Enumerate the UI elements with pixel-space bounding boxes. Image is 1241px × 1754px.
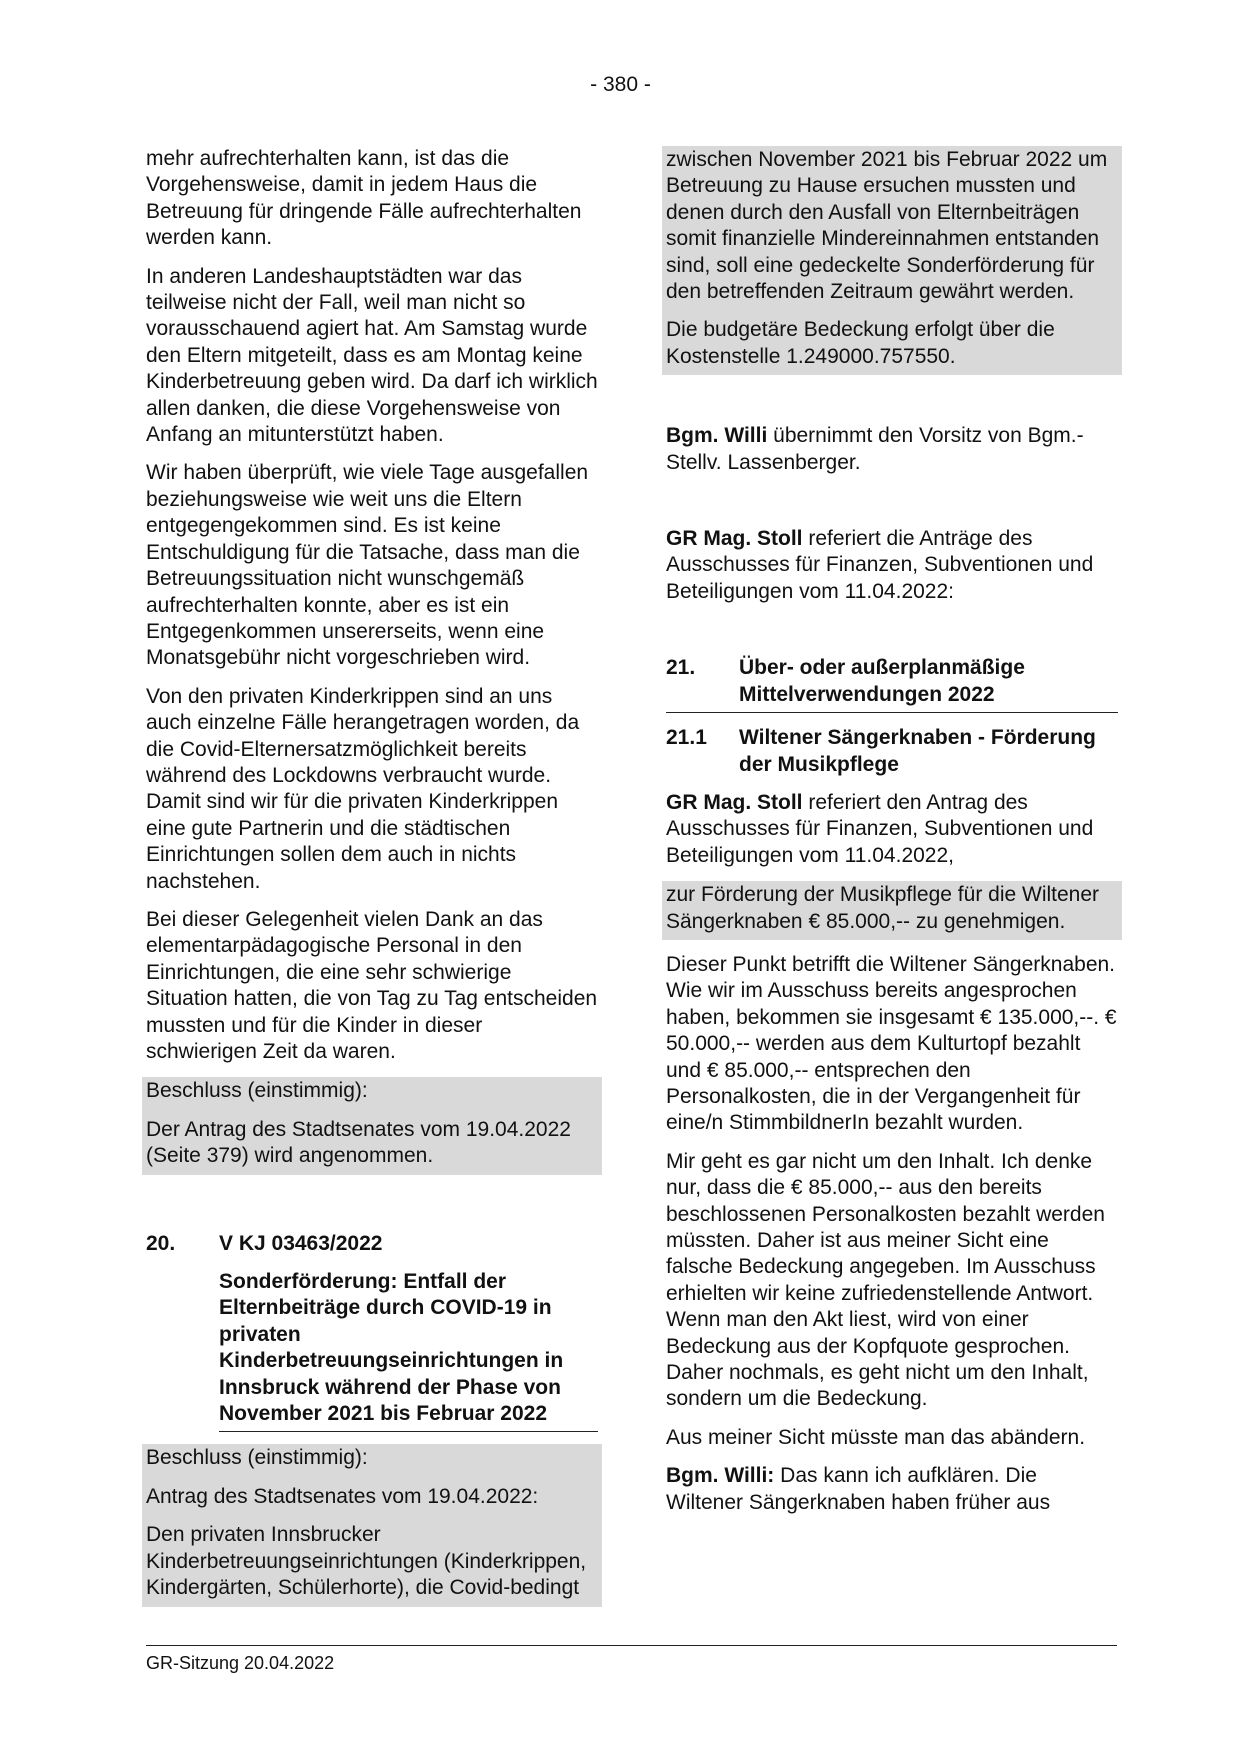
- resolution-label: Beschluss (einstimmig):: [146, 1446, 368, 1470]
- speaker-text: referiert den Antrag des Ausschusses für Finanzen, Subventionen und Beteiligungen vom 11.04.2022,: [666, 790, 1094, 867]
- speaker-name: Bgm. Willi:: [666, 1464, 775, 1488]
- resolution-text: Der Antrag des Stadtsenates vom 19.04.2022 (Seite 379) wird angenommen.: [146, 1117, 571, 1168]
- footer: GR-Sitzung 20.04.2022: [146, 1653, 335, 1673]
- paragraph: Von den privaten Kinderkrippen sind an uns auch einzelne Fälle herangetragen worden, da die Covid-Elternersatzmöglichkeit bereits während des Lockdowns verbraucht wurde. Damit sind wir für die privaten Kinderkrippen eine gute Partnerin und die städtischen Einrichtungen sollen dem auch in nichts nachstehen.: [146, 684, 580, 893]
- speaker-text: referiert die Anträge des Ausschusses für Finanzen, Subventionen und Beteiligungen vom 11.04.2022:: [666, 527, 1094, 603]
- resolution-label: Beschluss (einstimmig):: [146, 1079, 368, 1103]
- speaker-text: übernimmt den Vorsitz von Bgm.-Stellv. Lassenberger.: [666, 424, 1084, 474]
- paragraph: mehr aufrechterhalten kann, ist das die Vorgehensweise, damit in jedem Haus die Betreuung für dringende Fälle aufrechterhalten werden kann.: [146, 147, 582, 250]
- agenda-title: Sonderförderung: Entfall der Elternbeiträge durch COVID-19 in privaten Kinderbetreuungseinrichtungen in Innsbruck während der Phase von November 2021 bis Februar 2022: [219, 1269, 598, 1432]
- right-column: [666, 146, 1118, 1528]
- page-number: - 380 -: [590, 73, 651, 96]
- resolution-box: [142, 1077, 602, 1174]
- motion-box: [662, 881, 1122, 940]
- footer-divider: [146, 1645, 1117, 1646]
- agenda-title: Über- oder außerplanmäßige Mittelverwendungen 2022: [739, 656, 1025, 706]
- paragraph: Wir haben überprüft, wie viele Tage ausgefallen beziehungsweise wie weit uns die Eltern entgegengekommen sind. Es ist keine Entschuldigung für die Tatsache, dass man die Betreuungssituation nicht wunschgemäß aufrechterhalten konnte, aber es ist ein Entgegenkommen unsererseits, wenn eine Monatsgebühr nicht vorgeschrieben wird.: [146, 461, 589, 670]
- report-intro: [666, 790, 1118, 869]
- paragraph: Mir geht es gar nicht um den Inhalt. Ich denke nur, dass die € 85.000,-- aus den bereits beschlossenen Personalkosten bezahlt werden müssten. Daher ist aus meiner Sicht eine falsche Bedeckung angegeben. Im Ausschuss erhielten wir keine zufriedenstellende Antwort. Wenn man den Akt liest, wird von einer Bedeckung aus der Kopfquote gesprochen. Daher nochmals, es geht nicht um den Inhalt, sondern um die Bedeckung.: [666, 1149, 1105, 1411]
- report-intro: [666, 526, 1118, 605]
- speaker-name: Bgm. Willi: [666, 424, 768, 448]
- speaker-paragraph: [666, 1463, 1118, 1516]
- agenda-number: 21.1: [666, 726, 707, 750]
- resolution-box: [142, 1444, 602, 1606]
- chair-change: [666, 423, 1118, 476]
- motion-text: zur Förderung der Musikpflege für die Wiltener Sängerknaben € 85.000,-- zu genehmigen.: [666, 883, 1100, 933]
- motion-continuation-box: [662, 146, 1122, 375]
- agenda-number: 21.: [666, 656, 696, 680]
- agenda-title: Wiltener Sängerknaben - Förderung der Musikpflege: [739, 726, 1096, 776]
- motion-text: Den privaten Innsbrucker Kinderbetreuungseinrichtungen (Kinderkrippen, Kindergärten, Schülerhorte), die Covid-bedingt: [146, 1523, 587, 1600]
- coverage-text: Die budgetäre Bedeckung erfolgt über die Kostenstelle 1.249000.757550.: [666, 318, 1055, 368]
- paragraph: Aus meiner Sicht müsste man das abändern.: [666, 1425, 1086, 1449]
- paragraph: In anderen Landeshauptstädten war das teilweise nicht der Fall, weil man nicht so vorausschauend agiert hat. Am Samstag wurde den Eltern mitgeteilt, dass es am Montag keine Kinderbetreuung geben wird. Da darf ich wirklich allen danken, die diese Vorgehensweise von Anfang an mitunterstützt haben.: [146, 264, 598, 447]
- left-column: [146, 146, 598, 1607]
- agenda-item-21: [666, 655, 1118, 713]
- agenda-number: 20.: [146, 1231, 176, 1255]
- motion-label: Antrag des Stadtsenates vom 19.04.2022:: [146, 1484, 539, 1508]
- speaker-name: GR Mag. Stoll: [666, 790, 803, 814]
- agenda-item-21-1: [666, 725, 1118, 778]
- agenda-code: V KJ 03463/2022: [219, 1231, 383, 1255]
- motion-text: zwischen November 2021 bis Februar 2022 um Betreuung zu Hause ersuchen mussten und denen durch den Ausfall von Elternbeiträgen somit finanzielle Mindereinnahmen entstanden sind, soll eine gedeckelte Sonderförderung für den betreffenden Zeitraum gewährt werden.: [666, 148, 1108, 304]
- paragraph: Bei dieser Gelegenheit vielen Dank an das elementarpädagogische Personal in den Einrichtungen, die eine sehr schwierige Situation hatten, die von Tag zu Tag entscheiden mussten und für die Kinder in dieser schwierigen Zeit da waren.: [146, 907, 598, 1063]
- agenda-item-20: [146, 1231, 598, 1257]
- speaker-name: GR Mag. Stoll: [666, 527, 803, 551]
- paragraph: Dieser Punkt betrifft die Wiltener Sängerknaben. Wie wir im Ausschuss bereits angesprochen haben, bekommen sie insgesamt € 135.000,--. € 50.000,-- werden aus dem Kulturtopf bezahlt und € 85.000,-- entsprechen den Personalkosten, die in der Vergangenheit für eine/n StimmbildnerIn bezahlt wurden.: [666, 952, 1117, 1135]
- speaker-text: Das kann ich aufklären. Die Wiltener Sängerknaben haben früher aus: [666, 1464, 1051, 1514]
